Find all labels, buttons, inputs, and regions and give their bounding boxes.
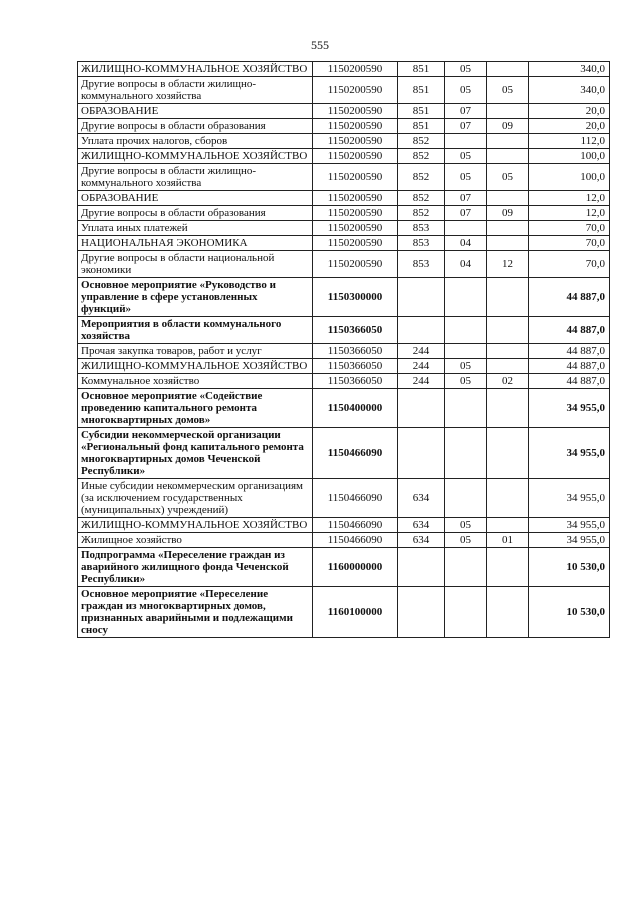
table-row bbox=[78, 119, 610, 134]
row-section-cell bbox=[445, 278, 487, 317]
row-amount-cell: 20,0 bbox=[529, 119, 610, 134]
row-amount-cell: 70,0 bbox=[529, 221, 610, 236]
row-section-cell bbox=[445, 134, 487, 149]
row-section-cell: 07 bbox=[445, 104, 487, 119]
row-expense-type-cell: 851 bbox=[398, 104, 445, 119]
table-row bbox=[78, 206, 610, 221]
row-code-cell: 1150366050 bbox=[313, 317, 398, 344]
page-number: 555 bbox=[311, 38, 329, 52]
table-row bbox=[78, 278, 610, 317]
table-row bbox=[78, 164, 610, 191]
row-expense-type-cell: 244 bbox=[398, 344, 445, 359]
row-code-cell: 1150466090 bbox=[313, 518, 398, 533]
row-section-cell bbox=[445, 479, 487, 518]
row-subsection-cell: 01 bbox=[487, 533, 529, 548]
row-amount-cell: 12,0 bbox=[529, 191, 610, 206]
row-section-cell bbox=[445, 317, 487, 344]
row-amount-cell: 34 955,0 bbox=[529, 479, 610, 518]
row-section-cell bbox=[445, 344, 487, 359]
row-name-cell: ЖИЛИЩНО-КОММУНАЛЬНОЕ ХОЗЯЙСТВО bbox=[78, 62, 313, 77]
table-row bbox=[78, 62, 610, 77]
row-subsection-cell: 09 bbox=[487, 206, 529, 221]
row-code-cell: 1150466090 bbox=[313, 428, 398, 479]
row-name-cell: Уплата иных платежей bbox=[78, 221, 313, 236]
row-amount-cell: 34 955,0 bbox=[529, 389, 610, 428]
row-name-cell: ЖИЛИЩНО-КОММУНАЛЬНОЕ ХОЗЯЙСТВО bbox=[78, 149, 313, 164]
row-name-cell: Другие вопросы в области жилищно-коммунального хозяйства bbox=[78, 77, 313, 104]
row-expense-type-cell bbox=[398, 587, 445, 638]
row-section-cell: 05 bbox=[445, 374, 487, 389]
table-row bbox=[78, 77, 610, 104]
row-expense-type-cell: 851 bbox=[398, 62, 445, 77]
row-code-cell: 1150466090 bbox=[313, 479, 398, 518]
row-subsection-cell: 09 bbox=[487, 119, 529, 134]
table-row bbox=[78, 236, 610, 251]
table-row bbox=[78, 359, 610, 374]
row-name-cell: Подпрограмма «Переселение граждан из аварийного жилищного фонда Чеченской Республики» bbox=[78, 548, 313, 587]
row-subsection-cell bbox=[487, 221, 529, 236]
row-subsection-cell bbox=[487, 104, 529, 119]
row-expense-type-cell: 851 bbox=[398, 119, 445, 134]
row-code-cell: 1150300000 bbox=[313, 278, 398, 317]
row-expense-type-cell bbox=[398, 389, 445, 428]
row-section-cell: 04 bbox=[445, 251, 487, 278]
row-expense-type-cell: 852 bbox=[398, 164, 445, 191]
row-name-cell: ЖИЛИЩНО-КОММУНАЛЬНОЕ ХОЗЯЙСТВО bbox=[78, 518, 313, 533]
table-row bbox=[78, 428, 610, 479]
row-amount-cell: 44 887,0 bbox=[529, 374, 610, 389]
row-code-cell: 1150200590 bbox=[313, 77, 398, 104]
budget-table bbox=[77, 61, 610, 638]
row-code-cell: 1160100000 bbox=[313, 587, 398, 638]
row-name-cell: Другие вопросы в области образования bbox=[78, 119, 313, 134]
row-expense-type-cell: 634 bbox=[398, 533, 445, 548]
row-amount-cell: 12,0 bbox=[529, 206, 610, 221]
row-subsection-cell bbox=[487, 587, 529, 638]
row-section-cell: 07 bbox=[445, 191, 487, 206]
row-code-cell: 1160000000 bbox=[313, 548, 398, 587]
row-subsection-cell bbox=[487, 149, 529, 164]
row-section-cell: 05 bbox=[445, 77, 487, 104]
row-subsection-cell bbox=[487, 428, 529, 479]
row-name-cell: Другие вопросы в области национальной экономики bbox=[78, 251, 313, 278]
row-amount-cell: 112,0 bbox=[529, 134, 610, 149]
row-amount-cell: 100,0 bbox=[529, 149, 610, 164]
row-name-cell: НАЦИОНАЛЬНАЯ ЭКОНОМИКА bbox=[78, 236, 313, 251]
row-section-cell bbox=[445, 389, 487, 428]
row-subsection-cell: 02 bbox=[487, 374, 529, 389]
row-amount-cell: 44 887,0 bbox=[529, 359, 610, 374]
row-subsection-cell bbox=[487, 236, 529, 251]
row-subsection-cell bbox=[487, 389, 529, 428]
table-row bbox=[78, 251, 610, 278]
table-row bbox=[78, 221, 610, 236]
row-amount-cell: 10 530,0 bbox=[529, 587, 610, 638]
row-name-cell: Субсидии некоммерческой организации «Региональный фонд капитального ремонта многоквартирных домов Чеченской Республики» bbox=[78, 428, 313, 479]
row-expense-type-cell: 852 bbox=[398, 149, 445, 164]
table-row bbox=[78, 344, 610, 359]
row-subsection-cell bbox=[487, 134, 529, 149]
row-name-cell: ОБРАЗОВАНИЕ bbox=[78, 104, 313, 119]
row-expense-type-cell: 852 bbox=[398, 134, 445, 149]
row-amount-cell: 20,0 bbox=[529, 104, 610, 119]
row-name-cell: Основное мероприятие «Руководство и управление в сфере установленных функций» bbox=[78, 278, 313, 317]
table-row bbox=[78, 374, 610, 389]
row-code-cell: 1150200590 bbox=[313, 251, 398, 278]
row-subsection-cell: 12 bbox=[487, 251, 529, 278]
row-name-cell: Другие вопросы в области образования bbox=[78, 206, 313, 221]
row-code-cell: 1150366050 bbox=[313, 344, 398, 359]
row-code-cell: 1150466090 bbox=[313, 533, 398, 548]
row-amount-cell: 340,0 bbox=[529, 77, 610, 104]
row-name-cell: ЖИЛИЩНО-КОММУНАЛЬНОЕ ХОЗЯЙСТВО bbox=[78, 359, 313, 374]
row-section-cell bbox=[445, 221, 487, 236]
row-code-cell: 1150400000 bbox=[313, 389, 398, 428]
row-code-cell: 1150200590 bbox=[313, 149, 398, 164]
table-row bbox=[78, 317, 610, 344]
row-expense-type-cell: 634 bbox=[398, 518, 445, 533]
table-row bbox=[78, 518, 610, 533]
row-amount-cell: 340,0 bbox=[529, 62, 610, 77]
row-amount-cell: 44 887,0 bbox=[529, 317, 610, 344]
row-subsection-cell bbox=[487, 62, 529, 77]
row-expense-type-cell: 852 bbox=[398, 191, 445, 206]
row-amount-cell: 100,0 bbox=[529, 164, 610, 191]
table-row bbox=[78, 479, 610, 518]
row-amount-cell: 70,0 bbox=[529, 236, 610, 251]
row-expense-type-cell bbox=[398, 548, 445, 587]
row-code-cell: 1150200590 bbox=[313, 191, 398, 206]
row-subsection-cell bbox=[487, 278, 529, 317]
row-code-cell: 1150366050 bbox=[313, 374, 398, 389]
row-expense-type-cell: 852 bbox=[398, 206, 445, 221]
table-row bbox=[78, 104, 610, 119]
row-name-cell: Прочая закупка товаров, работ и услуг bbox=[78, 344, 313, 359]
row-amount-cell: 34 955,0 bbox=[529, 428, 610, 479]
row-name-cell: Основное мероприятие «Переселение граждан из многоквартирных домов, признанных аварийными и подлежащими сносу bbox=[78, 587, 313, 638]
row-section-cell: 07 bbox=[445, 119, 487, 134]
row-section-cell: 05 bbox=[445, 164, 487, 191]
row-amount-cell: 70,0 bbox=[529, 251, 610, 278]
row-section-cell: 05 bbox=[445, 359, 487, 374]
row-name-cell: Иные субсидии некоммерческим организациям (за исключением государственных (муниципальных) учреждений) bbox=[78, 479, 313, 518]
table-row bbox=[78, 149, 610, 164]
row-code-cell: 1150200590 bbox=[313, 206, 398, 221]
row-expense-type-cell: 634 bbox=[398, 479, 445, 518]
row-amount-cell: 44 887,0 bbox=[529, 278, 610, 317]
row-expense-type-cell: 851 bbox=[398, 77, 445, 104]
row-section-cell bbox=[445, 587, 487, 638]
row-name-cell: Другие вопросы в области жилищно-коммунального хозяйства bbox=[78, 164, 313, 191]
row-amount-cell: 10 530,0 bbox=[529, 548, 610, 587]
row-expense-type-cell bbox=[398, 278, 445, 317]
row-section-cell: 05 bbox=[445, 518, 487, 533]
row-code-cell: 1150200590 bbox=[313, 164, 398, 191]
row-subsection-cell bbox=[487, 317, 529, 344]
row-expense-type-cell bbox=[398, 428, 445, 479]
row-name-cell: Мероприятия в области коммунального хозяйства bbox=[78, 317, 313, 344]
row-expense-type-cell: 853 bbox=[398, 221, 445, 236]
row-section-cell: 05 bbox=[445, 62, 487, 77]
row-name-cell: Жилищное хозяйство bbox=[78, 533, 313, 548]
row-amount-cell: 34 955,0 bbox=[529, 518, 610, 533]
row-section-cell bbox=[445, 428, 487, 479]
table-row bbox=[78, 533, 610, 548]
row-subsection-cell: 05 bbox=[487, 77, 529, 104]
row-expense-type-cell: 853 bbox=[398, 236, 445, 251]
row-name-cell: Уплата прочих налогов, сборов bbox=[78, 134, 313, 149]
row-section-cell: 05 bbox=[445, 533, 487, 548]
row-name-cell: Основное мероприятие «Содействие проведению капитального ремонта многоквартирных домов» bbox=[78, 389, 313, 428]
row-code-cell: 1150200590 bbox=[313, 104, 398, 119]
row-name-cell: Коммунальное хозяйство bbox=[78, 374, 313, 389]
table-row bbox=[78, 134, 610, 149]
budget-table-body bbox=[78, 62, 610, 638]
row-amount-cell: 44 887,0 bbox=[529, 344, 610, 359]
row-code-cell: 1150200590 bbox=[313, 134, 398, 149]
table-row bbox=[78, 389, 610, 428]
row-code-cell: 1150200590 bbox=[313, 119, 398, 134]
table-row bbox=[78, 587, 610, 638]
row-subsection-cell bbox=[487, 359, 529, 374]
row-code-cell: 1150200590 bbox=[313, 221, 398, 236]
row-expense-type-cell bbox=[398, 317, 445, 344]
row-code-cell: 1150366050 bbox=[313, 359, 398, 374]
row-section-cell: 07 bbox=[445, 206, 487, 221]
row-expense-type-cell: 853 bbox=[398, 251, 445, 278]
row-section-cell: 04 bbox=[445, 236, 487, 251]
row-section-cell: 05 bbox=[445, 149, 487, 164]
row-subsection-cell bbox=[487, 518, 529, 533]
row-subsection-cell bbox=[487, 344, 529, 359]
row-subsection-cell bbox=[487, 479, 529, 518]
row-expense-type-cell: 244 bbox=[398, 359, 445, 374]
table-row bbox=[78, 548, 610, 587]
row-code-cell: 1150200590 bbox=[313, 236, 398, 251]
row-code-cell: 1150200590 bbox=[313, 62, 398, 77]
row-expense-type-cell: 244 bbox=[398, 374, 445, 389]
row-section-cell bbox=[445, 548, 487, 587]
row-subsection-cell bbox=[487, 548, 529, 587]
row-subsection-cell: 05 bbox=[487, 164, 529, 191]
row-subsection-cell bbox=[487, 191, 529, 206]
row-name-cell: ОБРАЗОВАНИЕ bbox=[78, 191, 313, 206]
table-row bbox=[78, 191, 610, 206]
row-amount-cell: 34 955,0 bbox=[529, 533, 610, 548]
